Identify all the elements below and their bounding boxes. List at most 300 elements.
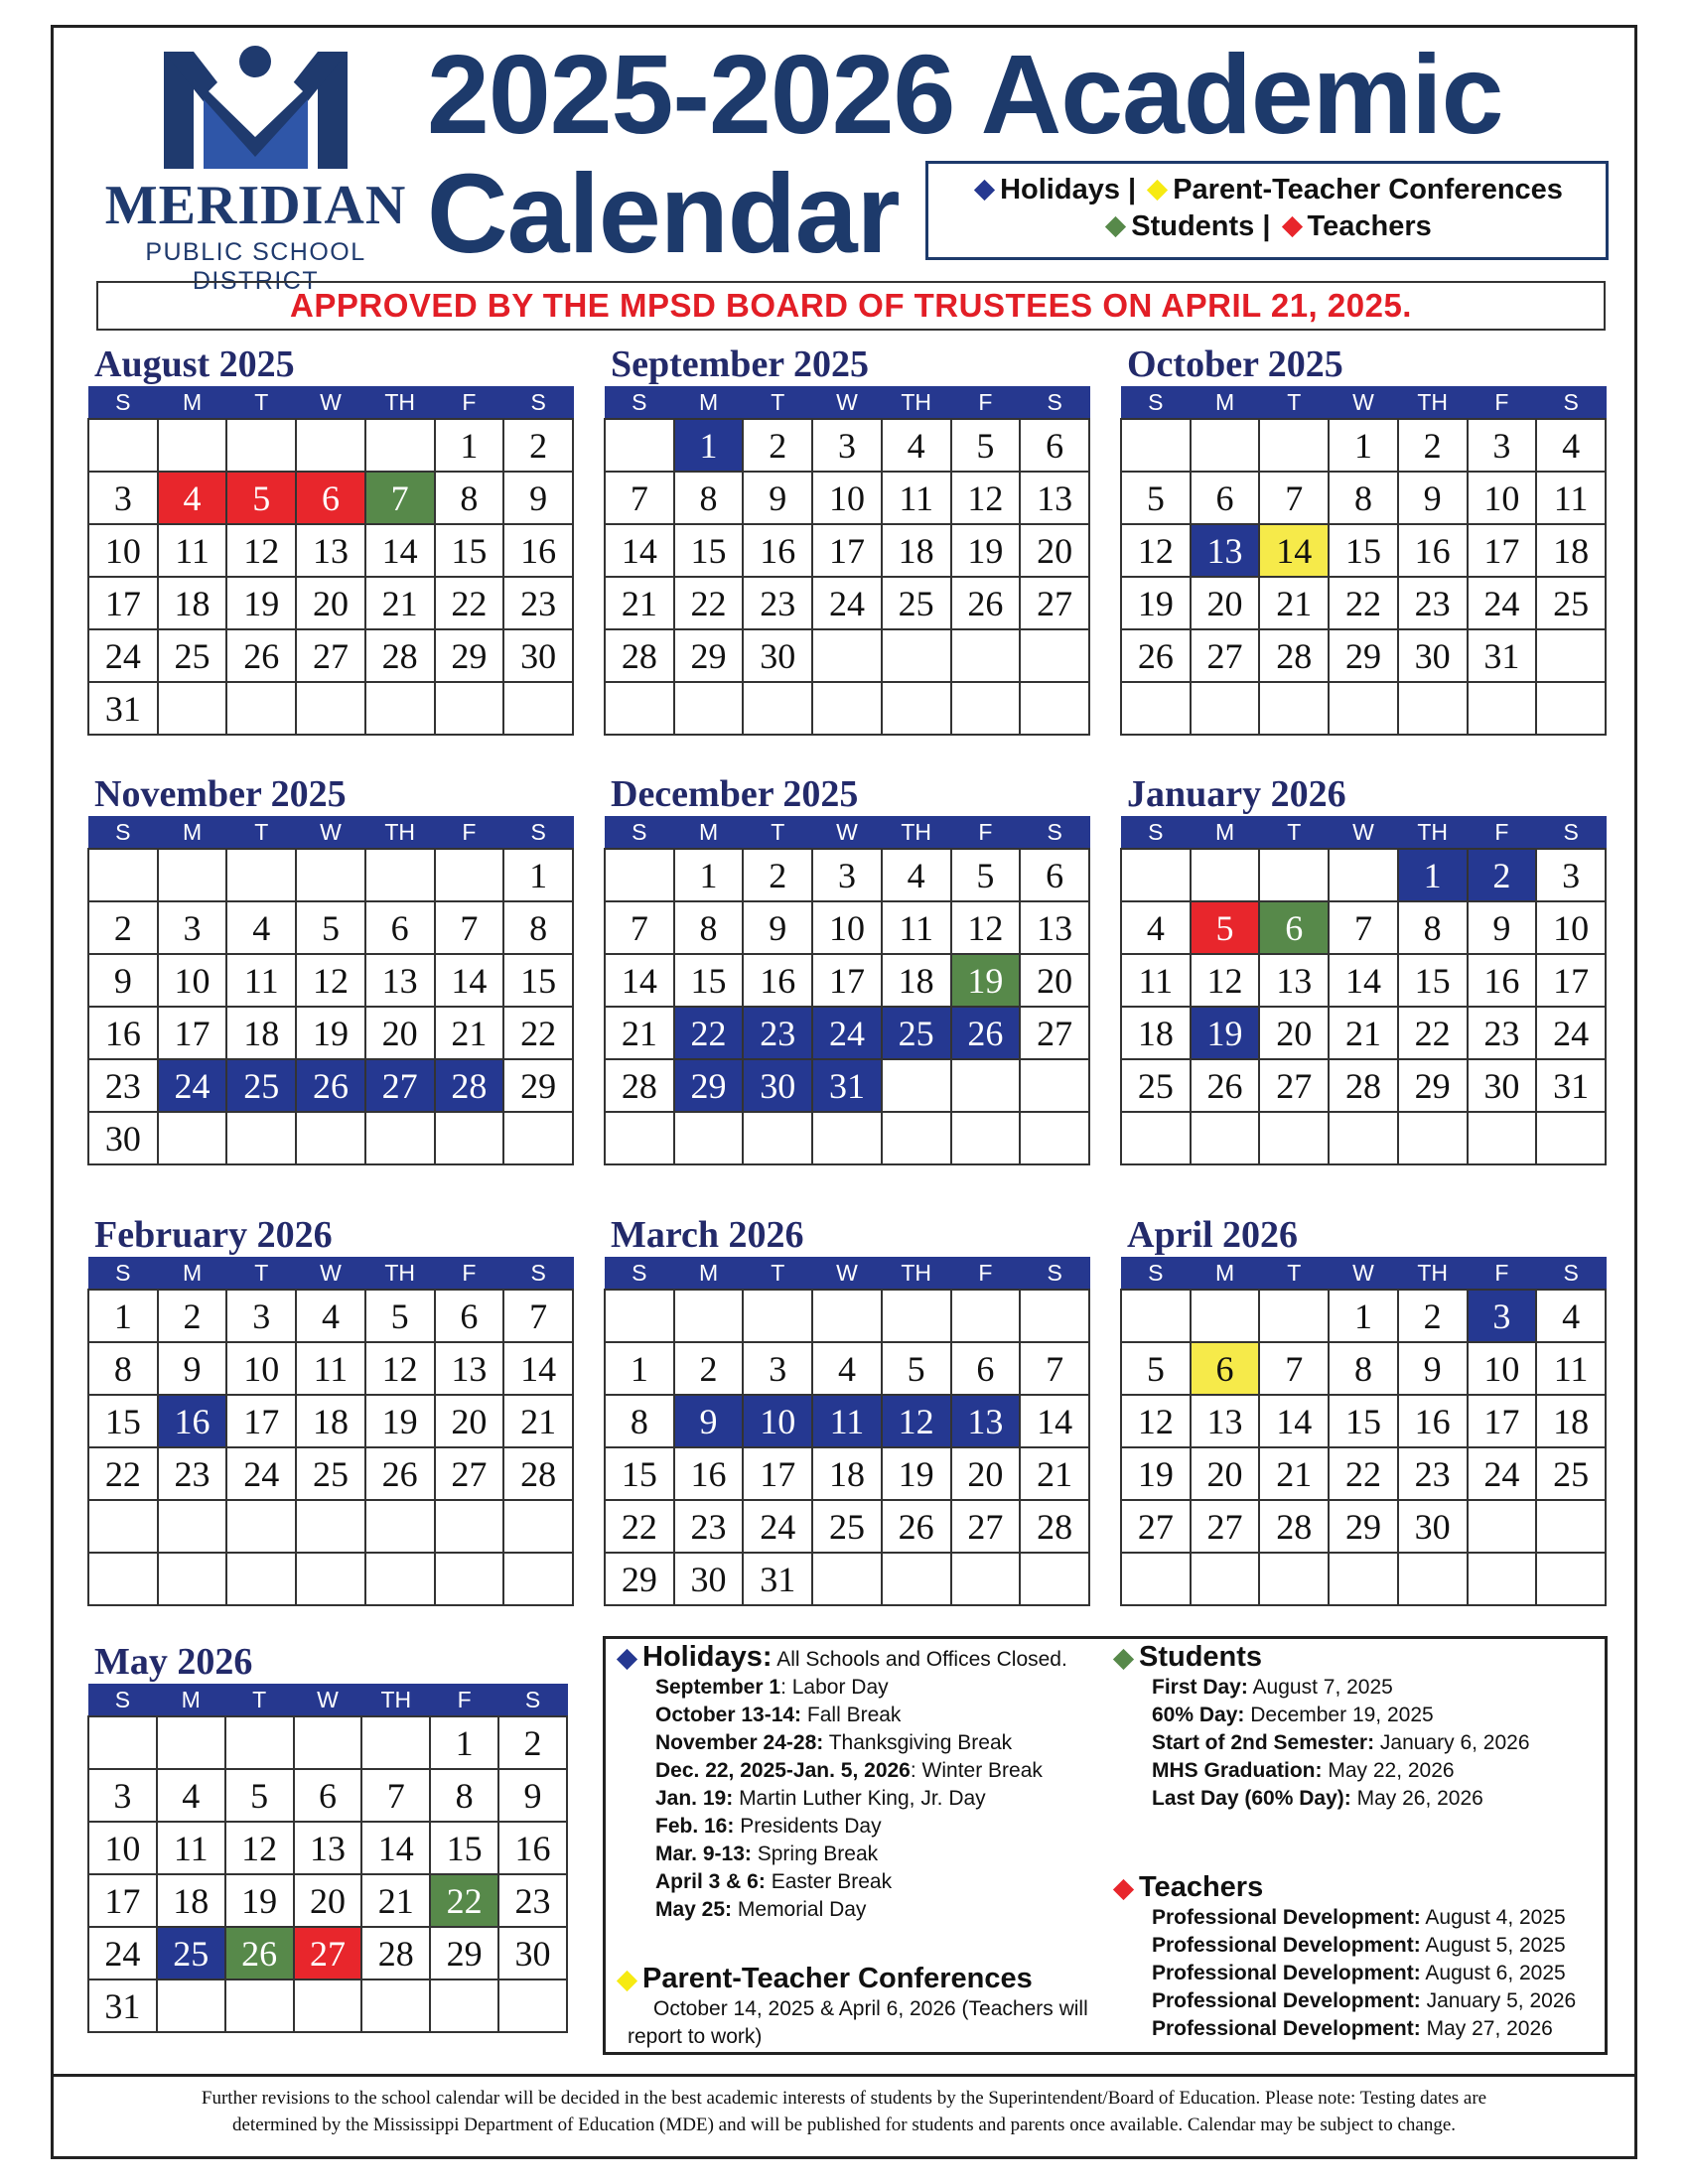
day-cell: 20 [365, 1007, 435, 1059]
day-cell: 26 [1191, 1059, 1260, 1112]
day-cell: 19 [1191, 1007, 1260, 1059]
weekday-header: T [225, 1685, 294, 1717]
month-table [87, 816, 574, 1165]
day-cell: 2 [498, 1716, 567, 1769]
empty-day-cell [1020, 1059, 1089, 1112]
empty-day-cell [157, 1716, 225, 1769]
day-cell: 1 [674, 849, 744, 901]
day-cell: 20 [1191, 577, 1260, 629]
day-cell: 16 [498, 1822, 567, 1874]
legend-separator: | [1128, 174, 1137, 205]
day-cell: 21 [1020, 1447, 1089, 1500]
key-item-label: Professional Development: [1152, 1989, 1421, 2012]
day-cell: 2 [158, 1290, 227, 1342]
key-item [614, 1702, 1067, 1729]
day-cell: 19 [226, 577, 296, 629]
day-cell: 18 [812, 1447, 882, 1500]
day-cell: 10 [1536, 901, 1606, 954]
day-cell: 17 [1468, 524, 1537, 577]
day-cell: 20 [296, 577, 365, 629]
empty-day-cell [294, 1716, 362, 1769]
empty-day-cell [743, 682, 812, 735]
key-item-text: January 5, 2026 [1426, 1989, 1577, 2012]
key-item-label: Professional Development: [1152, 1906, 1421, 1929]
empty-day-cell [882, 1112, 951, 1164]
day-cell: 18 [882, 524, 951, 577]
weekday-header: T [226, 1258, 296, 1291]
day-cell: 8 [674, 901, 744, 954]
key-item [1110, 1932, 1576, 1960]
footer-line2: determined by the Mississippi Department of Education (MDE) and will be published for students and parents once available. Calendar may be subject to change. [231, 2115, 1457, 2135]
weekday-header: M [1191, 817, 1260, 850]
day-cell: 18 [882, 954, 951, 1007]
weekday-header: W [1329, 387, 1398, 420]
day-cell: 13 [365, 954, 435, 1007]
day-cell: 14 [361, 1822, 430, 1874]
weekday-header: S [88, 387, 158, 420]
day-cell: 4 [226, 901, 296, 954]
empty-day-cell [674, 1290, 744, 1342]
day-cell: 27 [1020, 1007, 1089, 1059]
day-cell: 24 [88, 1927, 157, 1979]
day-cell: 2 [1468, 849, 1537, 901]
empty-day-cell [503, 1112, 573, 1164]
empty-day-cell [812, 682, 882, 735]
empty-day-cell [503, 1500, 573, 1553]
day-cell: 4 [1536, 1290, 1606, 1342]
key-item-text: Martin Luther King, Jr. Day [739, 1787, 986, 1810]
ptc-heading: Parent-Teacher Conferences [642, 1963, 1033, 1994]
day-cell: 23 [1398, 577, 1468, 629]
day-cell: 27 [435, 1447, 504, 1500]
day-cell: 5 [365, 1290, 435, 1342]
empty-day-cell [226, 1553, 296, 1605]
key-item [1110, 1757, 1530, 1785]
day-cell: 3 [743, 1342, 812, 1395]
day-cell: 9 [503, 472, 573, 524]
empty-day-cell [951, 1553, 1021, 1605]
empty-day-cell [88, 419, 158, 472]
day-cell: 19 [296, 1007, 365, 1059]
key-item-text: Fall Break [806, 1704, 902, 1726]
key-item-label: Last Day (60% Day): [1152, 1787, 1351, 1810]
day-cell: 2 [1398, 1290, 1468, 1342]
day-cell: 4 [296, 1290, 365, 1342]
day-cell: 12 [882, 1395, 951, 1447]
day-cell: 21 [1259, 1447, 1329, 1500]
day-cell: 15 [674, 524, 744, 577]
day-cell: 10 [812, 472, 882, 524]
weekday-header: M [158, 1258, 227, 1291]
day-cell: 31 [812, 1059, 882, 1112]
day-cell: 25 [882, 1007, 951, 1059]
key-item-label: Feb. 16: [655, 1815, 735, 1838]
day-cell: 19 [365, 1395, 435, 1447]
day-cell: 7 [1020, 1342, 1089, 1395]
day-cell: 16 [674, 1447, 744, 1500]
empty-day-cell [1468, 1112, 1537, 1164]
empty-day-cell [226, 1500, 296, 1553]
day-cell: 31 [1468, 629, 1537, 682]
teacher-diamond-icon [1113, 1879, 1134, 1900]
day-cell: 9 [1468, 901, 1537, 954]
day-cell: 23 [503, 577, 573, 629]
key-item-text: Labor Day [791, 1676, 889, 1699]
day-cell: 30 [1468, 1059, 1537, 1112]
weekday-header: F [951, 817, 1021, 850]
day-cell: 10 [158, 954, 227, 1007]
day-cell: 28 [503, 1447, 573, 1500]
key-item [614, 1896, 1067, 1924]
weekday-header: F [1468, 817, 1537, 850]
day-cell: 15 [435, 524, 504, 577]
day-cell: 26 [225, 1927, 294, 1979]
empty-day-cell [1329, 682, 1398, 735]
weekday-header: TH [365, 387, 435, 420]
day-cell: 13 [1191, 1395, 1260, 1447]
empty-day-cell [951, 1290, 1021, 1342]
day-cell: 21 [503, 1395, 573, 1447]
day-cell: 6 [294, 1769, 362, 1822]
day-cell: 19 [951, 954, 1021, 1007]
day-cell: 30 [674, 1553, 744, 1605]
day-cell: 19 [1121, 577, 1191, 629]
day-cell: 3 [1536, 849, 1606, 901]
weekday-header: F [435, 387, 504, 420]
key-item-text: January 6, 2026 [1379, 1731, 1530, 1754]
empty-day-cell [1191, 849, 1260, 901]
key-item-label: Mar. 9-13: [655, 1843, 752, 1865]
weekday-header: S [1536, 817, 1606, 850]
day-cell: 5 [225, 1769, 294, 1822]
weekday-header: T [226, 387, 296, 420]
day-cell: 22 [605, 1500, 674, 1553]
day-cell: 5 [226, 472, 296, 524]
day-cell: 17 [158, 1007, 227, 1059]
key-item-text: August 5, 2025 [1425, 1934, 1566, 1957]
month-title: October 2025 [1127, 343, 1343, 385]
day-cell: 24 [743, 1500, 812, 1553]
key-item-label: April 3 & 6: [655, 1870, 766, 1893]
day-cell: 29 [674, 1059, 744, 1112]
day-cell: 24 [1536, 1007, 1606, 1059]
empty-day-cell [1121, 682, 1191, 735]
day-cell: 1 [1329, 1290, 1398, 1342]
empty-day-cell [158, 419, 227, 472]
empty-day-cell [1020, 682, 1089, 735]
day-cell: 6 [1020, 849, 1089, 901]
day-cell: 21 [1329, 1007, 1398, 1059]
empty-day-cell [226, 419, 296, 472]
day-cell: 10 [88, 1822, 157, 1874]
day-cell: 14 [605, 954, 674, 1007]
day-cell: 11 [157, 1822, 225, 1874]
day-cell: 17 [743, 1447, 812, 1500]
day-cell: 24 [812, 577, 882, 629]
weekday-header: S [605, 817, 674, 850]
empty-day-cell [1536, 1553, 1606, 1605]
calendar-key [603, 1636, 1608, 2055]
empty-day-cell [951, 682, 1021, 735]
footer-note [52, 2074, 1636, 2157]
key-item-sep: : [780, 1676, 786, 1699]
weekday-header: TH [882, 387, 951, 420]
day-cell: 3 [1468, 1290, 1537, 1342]
day-cell: 21 [605, 577, 674, 629]
weekday-header: TH [361, 1685, 430, 1717]
day-cell: 12 [296, 954, 365, 1007]
holiday-diamond-icon [617, 1649, 637, 1670]
empty-day-cell [1536, 1500, 1606, 1553]
day-cell: 7 [605, 472, 674, 524]
weekday-header: T [743, 387, 812, 420]
day-cell: 3 [226, 1290, 296, 1342]
day-cell: 8 [88, 1342, 158, 1395]
weekday-header: W [296, 817, 365, 850]
day-cell: 14 [1259, 524, 1329, 577]
day-cell: 15 [1398, 954, 1468, 1007]
empty-day-cell [365, 1500, 435, 1553]
day-cell: 18 [1536, 1395, 1606, 1447]
weekday-header: S [1536, 387, 1606, 420]
month-may-2026 [87, 1640, 568, 2033]
empty-day-cell [605, 849, 674, 901]
day-cell: 28 [1259, 1500, 1329, 1553]
legend-separator: | [1262, 210, 1271, 242]
empty-day-cell [1329, 1112, 1398, 1164]
weekday-header: TH [1398, 817, 1468, 850]
day-cell: 22 [88, 1447, 158, 1500]
day-cell: 13 [435, 1342, 504, 1395]
weekday-header: S [503, 817, 573, 850]
day-cell: 1 [88, 1290, 158, 1342]
key-item-text: August 7, 2025 [1252, 1676, 1393, 1699]
day-cell: 20 [1020, 954, 1089, 1007]
empty-day-cell [157, 1979, 225, 2032]
month-table [87, 386, 574, 736]
key-item-text: Presidents Day [740, 1815, 882, 1838]
day-cell: 7 [361, 1769, 430, 1822]
day-cell: 27 [365, 1059, 435, 1112]
empty-day-cell [296, 682, 365, 735]
weekday-header: S [1536, 1258, 1606, 1291]
weekday-header: T [1259, 817, 1329, 850]
day-cell: 19 [882, 1447, 951, 1500]
day-cell: 12 [951, 901, 1021, 954]
empty-day-cell [1121, 849, 1191, 901]
empty-day-cell [1536, 1112, 1606, 1164]
weekday-header: T [1259, 1258, 1329, 1291]
day-cell: 20 [951, 1447, 1021, 1500]
empty-day-cell [435, 1500, 504, 1553]
day-cell: 16 [743, 954, 812, 1007]
weekday-header: F [1468, 1258, 1537, 1291]
day-cell: 7 [1259, 472, 1329, 524]
day-cell: 11 [158, 524, 227, 577]
day-cell: 25 [296, 1447, 365, 1500]
holiday-diamond-icon [974, 180, 995, 201]
key-item-text: Spring Break [757, 1843, 879, 1865]
month-august-2025 [87, 342, 574, 736]
day-cell: 28 [605, 629, 674, 682]
weekday-header: TH [1398, 387, 1468, 420]
day-cell: 6 [1191, 472, 1260, 524]
empty-day-cell [1191, 1112, 1260, 1164]
ptc-dates: October 14, 2025 & April 6, 2026 (Teachers will [653, 1997, 1088, 2020]
day-cell: 12 [1121, 1395, 1191, 1447]
ptc-dates-cont: report to work) [628, 2025, 763, 2048]
day-cell: 28 [1329, 1059, 1398, 1112]
holidays-note: All Schools and Offices Closed. [776, 1648, 1067, 1671]
day-cell: 22 [1398, 1007, 1468, 1059]
weekday-header: F [435, 817, 504, 850]
day-cell: 4 [812, 1342, 882, 1395]
day-cell: 13 [1020, 472, 1089, 524]
key-item-label: Start of 2nd Semester: [1152, 1731, 1375, 1754]
key-item [1110, 1674, 1530, 1702]
day-cell: 27 [1020, 577, 1089, 629]
day-cell: 27 [1121, 1500, 1191, 1553]
day-cell: 5 [882, 1342, 951, 1395]
day-cell: 12 [1191, 954, 1260, 1007]
day-cell: 13 [1020, 901, 1089, 954]
day-cell: 24 [1468, 577, 1537, 629]
day-cell: 13 [1191, 524, 1260, 577]
month-table [87, 1684, 568, 2033]
day-cell: 5 [1191, 901, 1260, 954]
key-item-text: Winter Break [921, 1759, 1043, 1782]
weekday-header: S [605, 387, 674, 420]
key-item-label: Professional Development: [1152, 1934, 1421, 1957]
empty-day-cell [435, 682, 504, 735]
day-cell: 11 [226, 954, 296, 1007]
month-title: December 2025 [611, 773, 859, 815]
day-cell: 11 [882, 472, 951, 524]
empty-day-cell [1020, 629, 1089, 682]
day-cell: 2 [743, 849, 812, 901]
day-cell: 19 [225, 1874, 294, 1927]
key-item-text: August 4, 2025 [1425, 1906, 1566, 1929]
students-key [1110, 1643, 1530, 1813]
day-cell: 20 [1020, 524, 1089, 577]
empty-day-cell [365, 682, 435, 735]
day-cell: 22 [435, 577, 504, 629]
empty-day-cell [812, 1553, 882, 1605]
month-title: August 2025 [94, 343, 295, 385]
day-cell: 9 [88, 954, 158, 1007]
day-cell: 6 [1259, 901, 1329, 954]
teacher-diamond-icon [1281, 216, 1302, 237]
weekday-header: S [1121, 1258, 1191, 1291]
key-item [614, 1674, 1067, 1702]
day-cell: 5 [1121, 472, 1191, 524]
day-cell: 14 [1020, 1395, 1089, 1447]
day-cell: 11 [1536, 472, 1606, 524]
empty-day-cell [88, 1716, 157, 1769]
empty-day-cell [226, 849, 296, 901]
weekday-header: F [951, 387, 1021, 420]
empty-day-cell [882, 1059, 951, 1112]
weekday-header: S [503, 387, 573, 420]
day-cell: 29 [430, 1927, 498, 1979]
page-title-line1: 2025-2026 Academic [427, 32, 1503, 157]
day-cell: 2 [743, 419, 812, 472]
key-item-label: Professional Development: [1152, 1962, 1421, 1984]
empty-day-cell [1020, 1112, 1089, 1164]
day-cell: 28 [365, 629, 435, 682]
weekday-header: F [951, 1258, 1021, 1291]
day-cell: 29 [1329, 629, 1398, 682]
day-cell: 12 [1121, 524, 1191, 577]
day-cell: 23 [743, 1007, 812, 1059]
key-item [1110, 1702, 1530, 1729]
day-cell: 28 [435, 1059, 504, 1112]
key-item-label: May 25: [655, 1898, 733, 1921]
key-item-label: September 1 [655, 1676, 781, 1699]
day-cell: 4 [882, 849, 951, 901]
key-item-text: May 27, 2026 [1426, 2017, 1553, 2040]
day-cell: 27 [1191, 1500, 1260, 1553]
weekday-header: S [1020, 817, 1089, 850]
weekday-header: S [605, 1258, 674, 1291]
empty-day-cell [605, 1112, 674, 1164]
weekday-header: M [158, 387, 227, 420]
ptc-diamond-icon [617, 1971, 637, 1991]
key-item-text: Thanksgiving Break [828, 1731, 1013, 1754]
month-february-2026 [87, 1213, 574, 1606]
day-cell: 18 [226, 1007, 296, 1059]
month-title: April 2026 [1127, 1214, 1299, 1256]
day-cell: 15 [503, 954, 573, 1007]
day-cell: 27 [951, 1500, 1021, 1553]
district-subtitle: PUBLIC SCHOOL DISTRICT [145, 238, 366, 295]
empty-day-cell [435, 1553, 504, 1605]
key-item [1110, 1729, 1530, 1757]
month-table [604, 816, 1090, 1165]
key-item-text: May 26, 2026 [1356, 1787, 1483, 1810]
day-cell: 30 [1398, 629, 1468, 682]
empty-day-cell [1020, 1553, 1089, 1605]
month-table [87, 1257, 574, 1606]
day-cell: 4 [1121, 901, 1191, 954]
empty-day-cell [503, 1553, 573, 1605]
empty-day-cell [361, 1716, 430, 1769]
empty-day-cell [365, 1112, 435, 1164]
empty-day-cell [882, 1290, 951, 1342]
empty-day-cell [1259, 1112, 1329, 1164]
day-cell: 14 [1329, 954, 1398, 1007]
empty-day-cell [951, 1112, 1021, 1164]
day-cell: 9 [498, 1769, 567, 1822]
empty-day-cell [1468, 682, 1537, 735]
month-september-2025 [604, 342, 1090, 736]
day-cell: 26 [296, 1059, 365, 1112]
day-cell: 26 [951, 577, 1021, 629]
day-cell: 19 [1121, 1447, 1191, 1500]
ptc-key [614, 1965, 1088, 2051]
day-cell: 9 [1398, 1342, 1468, 1395]
day-cell: 2 [503, 419, 573, 472]
day-cell: 29 [1329, 1500, 1398, 1553]
day-cell: 26 [1121, 629, 1191, 682]
day-cell: 7 [1329, 901, 1398, 954]
key-item-label: November 24-28: [655, 1731, 824, 1754]
day-cell: 21 [435, 1007, 504, 1059]
day-cell: 19 [951, 524, 1021, 577]
day-cell: 29 [605, 1553, 674, 1605]
day-cell: 9 [158, 1342, 227, 1395]
day-cell: 20 [1259, 1007, 1329, 1059]
